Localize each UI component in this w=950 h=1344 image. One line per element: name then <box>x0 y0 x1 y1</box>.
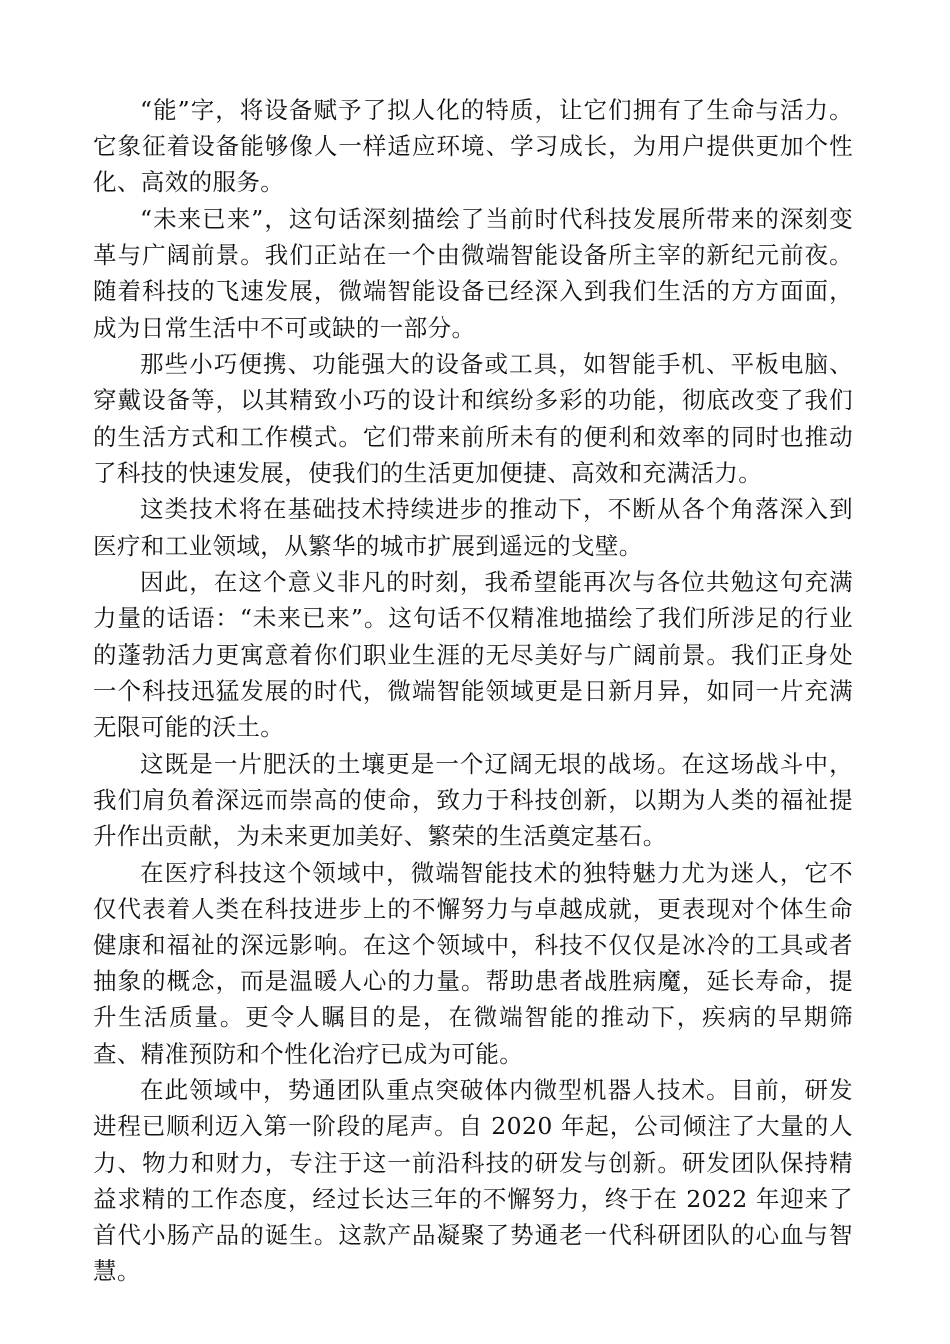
paragraph-1: “能”字，将设备赋予了拟人化的特质，让它们拥有了生命与活力。它象征着设备能够像人一样适应环境、学习成长，为用户提供更加个性化、高效的服务。 <box>93 96 853 197</box>
paragraph-8: 在此领域中，势通团队重点突破体内微型机器人技术。目前，研发进程已顺利迈入第一阶段的尾声。自 2020 年起，公司倾注了大量的人力、物力和财力，专注于这一前沿科技的研发与创新。研发团队保持精益求精的工作态度，经过长达三年的不懈努力，终于在 2022 年迎来了首代小肠产品的诞生。这款产品凝聚了势通老一代科研团队的心血与智慧。 <box>93 1076 853 1286</box>
paragraph-7: 在医疗科技这个领域中，微端智能技术的独特魅力尤为迷人，它不仅代表着人类在科技进步上的不懈努力与卓越成就，更表现对个体生命健康和福祉的深远影响。在这个领域中，科技不仅仅是冰冷的工具或者抽象的概念，而是温暖人心的力量。帮助患者战胜病魔，延长寿命，提升生活质量。更令人瞩目的是，在微端智能的推动下，疾病的早期筛查、精准预防和个性化治疗已成为可能。 <box>93 858 853 1068</box>
paragraph-5: 因此，在这个意义非凡的时刻，我希望能再次与各位共勉这句充满力量的话语：“未来已来”。这句话不仅精准地描绘了我们所涉足的行业的蓬勃活力更寓意着你们职业生涯的无尽美好与广阔前景。我们正身处一个科技迅猛发展的时代，微端智能领域更是日新月异，如同一片充满无限可能的沃土。 <box>93 568 853 742</box>
paragraph-4: 这类技术将在基础技术持续进步的推动下，不断从各个角落深入到医疗和工业领域，从繁华的城市扩展到遥远的戈壁。 <box>93 495 853 560</box>
document-body <box>93 92 853 1290</box>
paragraph-3: 那些小巧便携、功能强大的设备或工具，如智能手机、平板电脑、穿戴设备等，以其精致小巧的设计和缤纷多彩的功能，彻底改变了我们的生活方式和工作模式。它们带来前所未有的便利和效率的同时也推动了科技的快速发展，使我们的生活更加便捷、高效和充满活力。 <box>93 350 853 487</box>
paragraph-6: 这既是一片肥沃的土壤更是一个辽阔无垠的战场。在这场战斗中，我们肩负着深远而崇高的使命，致力于科技创新，以期为人类的福祉提升作出贡献，为未来更加美好、繁荣的生活奠定基石。 <box>93 749 853 851</box>
paragraph-2: “未来已来”，这句话深刻描绘了当前时代科技发展所带来的深刻变革与广阔前景。我们正站在一个由微端智能设备所主宰的新纪元前夜。随着科技的飞速发展，微端智能设备已经深入到我们生活的方方面面，成为日常生活中不可或缺的一部分。 <box>93 205 853 342</box>
